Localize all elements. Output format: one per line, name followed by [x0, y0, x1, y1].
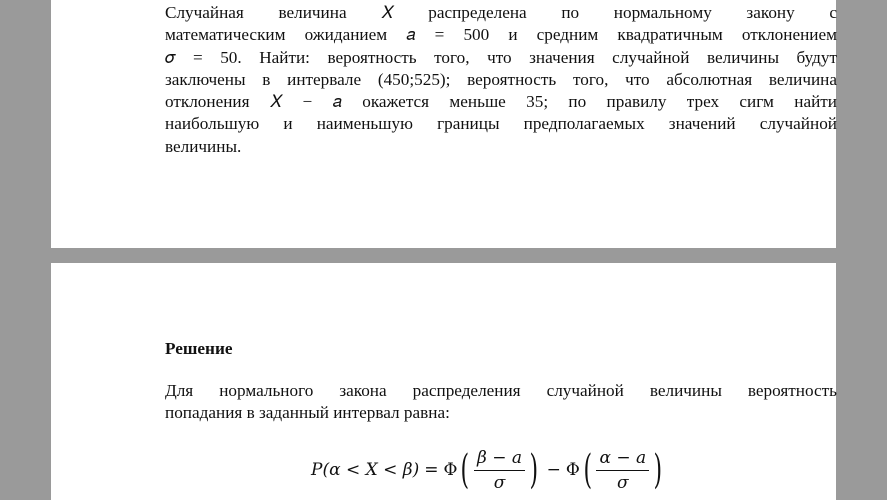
- document-page-bottom: [51, 263, 836, 500]
- fraction-beta: [474, 448, 525, 493]
- fraction-alpha: [596, 448, 649, 493]
- left-paren: (: [583, 447, 592, 493]
- right-paren: ): [529, 447, 539, 493]
- fraction-numerator: α − a: [596, 448, 649, 471]
- fraction-numerator: β − a: [474, 448, 525, 471]
- solution-intro: [165, 380, 837, 425]
- solution-line: попадания в заданный интервал равна:: [165, 403, 450, 423]
- formula-phi: Φ: [443, 460, 458, 480]
- formula-phi: Φ: [565, 460, 580, 480]
- problem-line: величины.: [165, 136, 242, 156]
- formula-equals: =: [424, 460, 439, 480]
- problem-line: Случайная величина 𝑋 распределена по нормальному закону с: [165, 3, 837, 22]
- formula-lhs: P(α < X < β): [311, 460, 420, 480]
- left-paren: (: [460, 447, 470, 493]
- formula-minus: −: [546, 460, 561, 480]
- problem-line: заключены в интервале (450;525); вероятность того, что абсолютная величина: [165, 69, 837, 89]
- problem-line: 𝜎 = 50. Найти: вероятность того, что значения случайной величины будут: [165, 47, 837, 67]
- fraction-denominator: σ: [616, 472, 629, 493]
- solution-heading: Решение: [165, 339, 233, 358]
- problem-statement: [165, 2, 837, 158]
- problem-line: математическим ожиданием 𝑎 = 500 и средним квадратичным отклонением: [165, 25, 837, 45]
- problem-line: отклонения 𝑋 − 𝑎 окажется меньше 35; по правилу трех сигм найти: [165, 92, 837, 112]
- right-paren: ): [653, 447, 663, 493]
- document-page-top: [51, 0, 836, 248]
- probability-formula: [311, 444, 666, 496]
- solution-line: Для нормального закона распределения случайной величины вероятность: [165, 381, 837, 400]
- problem-line: наибольшую и наименьшую границы предполагаемых значений случайной: [165, 114, 837, 134]
- fraction-denominator: σ: [493, 472, 506, 493]
